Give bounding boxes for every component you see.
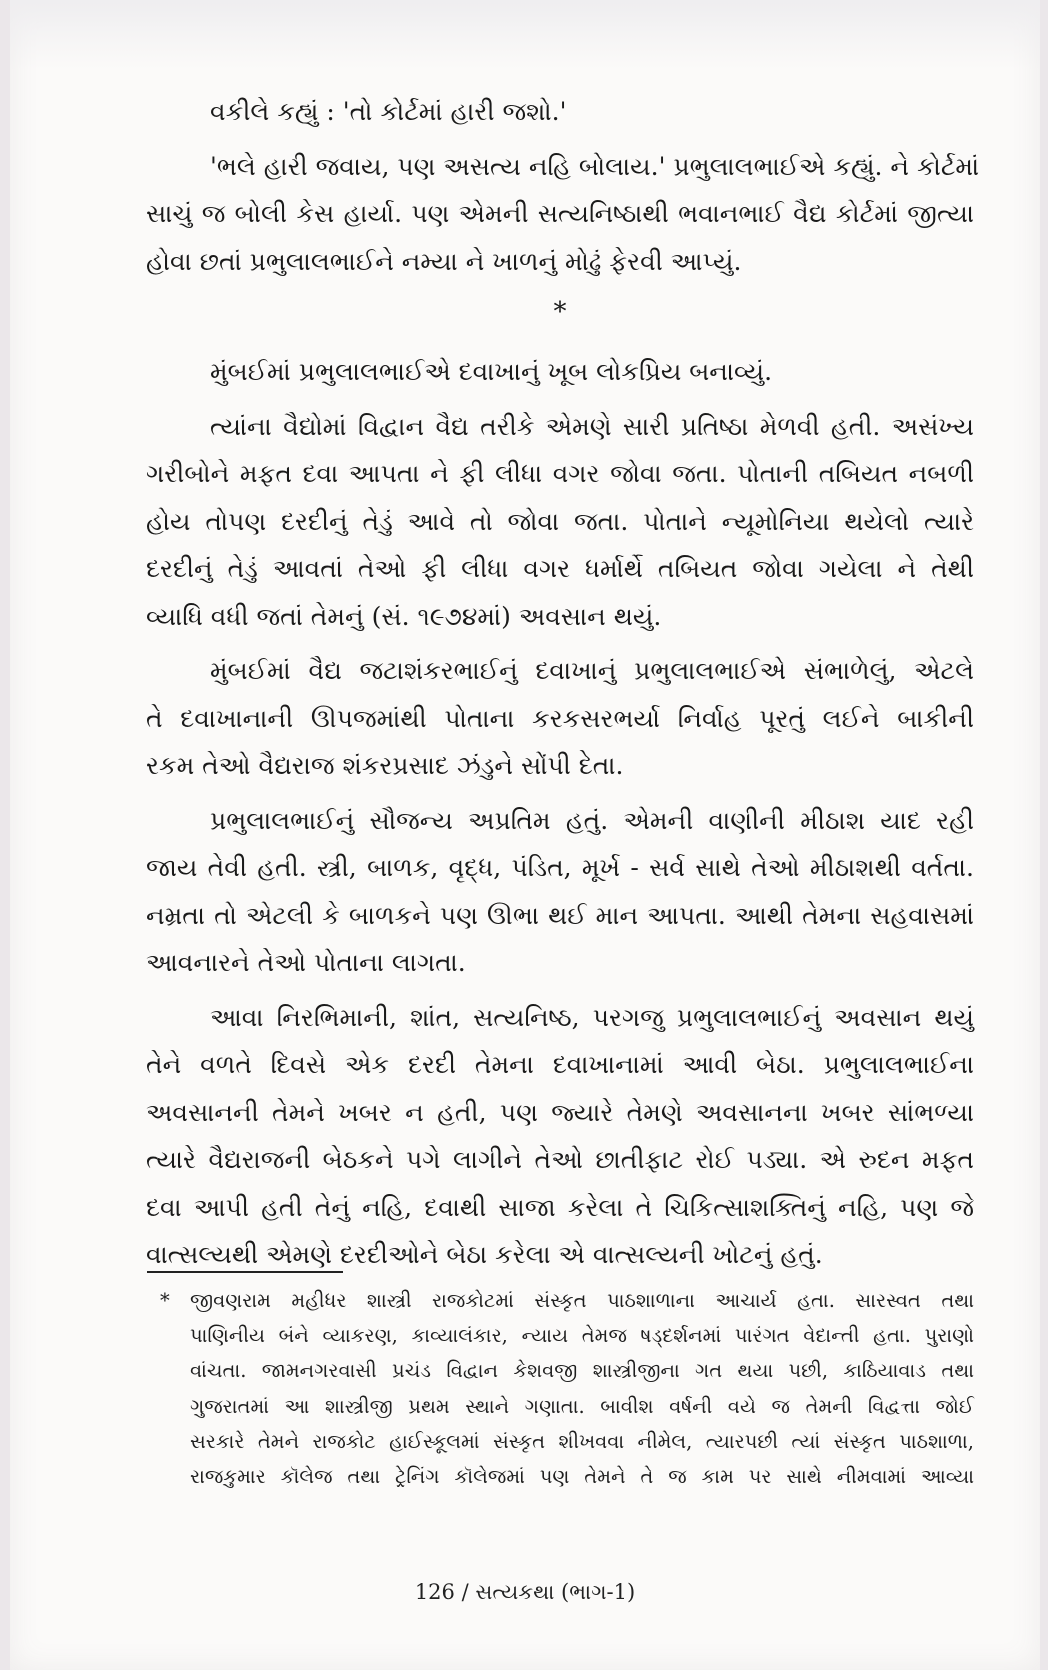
text-line: હોય તોપણ દરદીનું તેડું આવે તો જોવા જતા. પોતાને ન્યૂમોનિયા થયેલો ત્યારે	[146, 506, 974, 536]
footnote-line: રાજકુમાર કૉલેજ તથા ટ્રેનિંગ કૉલેજમાં પણ તેમને તે જ કામ પર સાથે નીમવામાં આવ્યા	[190, 1465, 974, 1489]
body-text	[146, 88, 980, 1286]
text-line: નમ્રતા તો એટલી કે બાળકને પણ ઊભા થઈ માન આપતા. આથી તેમના સહવાસમાં	[146, 900, 974, 930]
text-line: દવા આપી હતી તેનું નહિ, દવાથી સાજા કરેલા તે ચિકિત્સાશક્તિનું નહિ, પણ જે	[146, 1192, 974, 1222]
text-line: તે દવાખાનાની ઊપજમાંથી પોતાના કરકસરભર્યા નિર્વાહ પૂરતું લઈને બાકીની	[146, 703, 974, 733]
text-line: આવા નિરભિમાની, શાંત, સત્યનિષ્ઠ, પરગજુ પ્રભુલાલભાઈનું અવસાન થયું	[210, 1002, 974, 1032]
paragraph	[146, 647, 974, 790]
text-line: જાય તેવી હતી. સ્ત્રી, બાળક, વૃદ્ધ, પંડિત, મૂર્ખ - સર્વ સાથે તેઓ મીઠાશથી વર્તતા.	[146, 853, 974, 882]
text-line: ગરીબોને મફત દવા આપતા ને ફી લીધા વગર જોવા જતા. પોતાની તબિયત નબળી	[146, 459, 974, 488]
footnote-line: પાણિનીય બંને વ્યાકરણ, કાવ્યાલંકાર, ન્યાય તેમજ ષડ્દર્શનમાં પારંગત વેદાન્તી હતા. પુરાણો	[190, 1324, 974, 1348]
book-page	[10, 0, 1040, 1670]
footnote-marker: *	[160, 1289, 170, 1312]
footnote-line: વાંચતા. જામનગરવાસી પ્રચંડ વિદ્વાન કેશવજી શાસ્ત્રીજીના ગત થયા પછી, કાઠિયાવાડ તથા	[190, 1359, 974, 1383]
text-line: વકીલે કહ્યું : 'તો કોર્ટમાં હારી જશો.'	[210, 97, 567, 126]
text-line: તેને વળતે દિવસે એક દરદી તેમના દવાખાનામાં આવી બેઠા. પ્રભુલાલભાઈના	[146, 1050, 974, 1079]
footnote	[160, 1283, 974, 1494]
text-line: મુંબઈમાં પ્રભુલાલભાઈએ દવાખાનું ખૂબ લોકપ્રિય બનાવ્યું.	[210, 357, 773, 386]
page-number-footer: 126 / સત્યકથા (ભાગ-1)	[414, 1580, 636, 1604]
footnote-text	[190, 1283, 974, 1494]
text-line: રકમ તેઓ વૈદ્યરાજ શંકરપ્રસાદ ઝંડુને સોંપી દેતા.	[146, 751, 624, 780]
paragraph	[146, 88, 974, 136]
text-line: હોવા છતાં પ્રભુલાલભાઈને નમ્યા ને ખાળનું મોઢું ફેરવી આપ્યું.	[146, 246, 742, 276]
paragraph	[146, 348, 974, 396]
paragraph	[146, 994, 974, 1279]
text-line: વ્યાધિ વધી જતાં તેમનું (સં. ૧૯૭૪માં) અવસાન થયું.	[146, 601, 662, 631]
text-line: મુંબઈમાં વૈદ્ય જટાશંકરભાઈનું દવાખાનું પ્રભુલાલભાઈએ સંભાળેલું, એટલે	[210, 656, 974, 685]
text-line: ત્યાંના વૈદ્યોમાં વિદ્વાન વૈદ્ય તરીકે એમણે સારી પ્રતિષ્ઠા મેળવી હતી. અસંખ્ય	[210, 411, 974, 441]
text-line: વાત્સલ્યથી એમણે દરદીઓને બેઠા કરેલા એ વાત્સલ્યની ખોટનું હતું.	[146, 1240, 823, 1269]
footnote-divider	[147, 1271, 343, 1273]
footnote-line: ગુજરાતમાં આ શાસ્ત્રીજી પ્રથમ સ્થાને ગણાતા. બાવીશ વર્ષની વયે જ તેમની વિદ્વત્તા જોઈ	[190, 1394, 974, 1418]
text-line: આવનારને તેઓ પોતાના લાગતા.	[146, 948, 466, 977]
paragraph	[146, 143, 980, 286]
text-line: 'ભલે હારી જવાય, પણ અસત્ય નહિ બોલાય.' પ્રભુલાલભાઈએ કહ્યું. ને કોર્ટમાં	[210, 151, 980, 181]
text-line: ત્યારે વૈદ્યરાજની બેઠકને પગે લાગીને તેઓ છાતીફાટ રોઈ પડ્યા. એ રુદન મફત	[146, 1145, 974, 1174]
footnote-line: જીવણરામ મહીધર શાસ્ત્રી રાજકોટમાં સંસ્કૃત પાઠશાળાના આચાર્ય હતા. સારસ્વત તથા	[190, 1289, 974, 1312]
footnote-line: સરકારે તેમને રાજકોટ હાઈસ્કૂલમાં સંસ્કૃત શીખવવા નીમેલ, ત્યારપછી ત્યાં સંસ્કૃત પાઠશાળા,	[190, 1429, 974, 1453]
text-line: સાચું જ બોલી કેસ હાર્યા. પણ એમની સત્યનિષ્ઠાથી ભવાનભાઈ વૈદ્ય કોર્ટમાં જીત્યા	[146, 199, 974, 228]
text-line: પ્રભુલાલભાઈનું સૌજન્ય અપ્રતિમ હતું. એમની વાણીની મીઠાશ યાદ રહી	[210, 805, 974, 835]
paragraph	[146, 403, 974, 641]
text-line: અવસાનની તેમને ખબર ન હતી, પણ જ્યારે તેમણે અવસાનના ખબર સાંભળ્યા	[146, 1097, 974, 1127]
text-line: દરદીનું તેડું આવતાં તેઓ ફી લીધા વગર ધર્માર્થે તબિયત જોવા ગયેલા ને તેથી	[146, 554, 974, 583]
paragraph	[146, 797, 974, 987]
section-separator: *	[553, 297, 567, 327]
